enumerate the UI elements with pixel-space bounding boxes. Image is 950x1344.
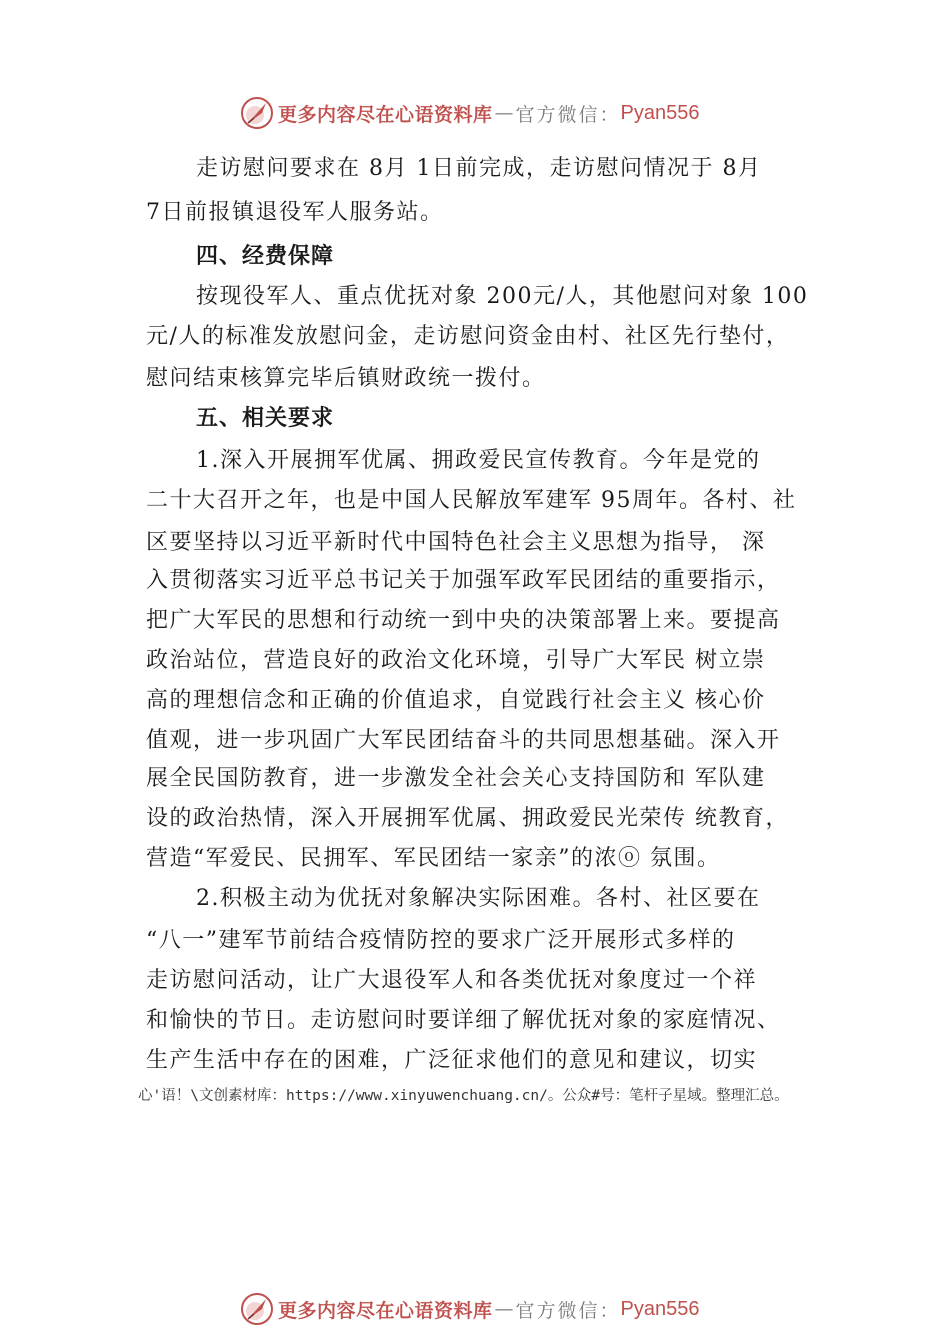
banner-dash: — — [494, 102, 514, 124]
body-line: 走访慰问要求在 8月 1日前完成，走访慰问情况于 8月 — [196, 156, 762, 181]
body-line: 7日前报镇退役军人服务站。 — [146, 200, 444, 225]
section-heading-requirements: 五、相关要求 — [196, 406, 335, 431]
body-line: 高的理想信念和正确的价值追求，自觉践行社会主义 核心价 — [146, 688, 766, 713]
header-banner — [240, 96, 700, 130]
quill-logo-icon — [240, 96, 274, 130]
section-heading-funding: 四、经费保障 — [196, 244, 335, 269]
banner-brand-text: 更多内容尽在心语资料库 — [278, 1299, 493, 1322]
banner-official-label: 官方微信： — [515, 103, 621, 126]
body-line: 入贯彻落实习近平总书记关于加强军政军民团结的重要指示， — [146, 568, 781, 593]
body-line: 2.积极主动为优抚对象解决实际困难。各村、社区要在 — [196, 886, 761, 911]
banner-official-label: 官方微信： — [515, 1299, 621, 1322]
banner-dash: — — [494, 1298, 514, 1320]
banner-wechat-id: Pyan556 — [620, 101, 700, 124]
body-line: 值观，进一步巩固广大军民团结奋斗的共同思想基础。深入开 — [146, 728, 781, 753]
source-footnote: 心'语！\文创素材库：https://www.xinyuwenchuang.cn/。公众#号：笔杆子星域。整理汇总。 — [138, 1088, 789, 1104]
body-line: 生产生活中存在的困难，广泛征求他们的意见和建议，切实 — [146, 1048, 758, 1073]
quill-logo-icon — [240, 1292, 274, 1326]
body-line: 走访慰问活动，让广大退役军人和各类优抚对象度过一个祥 — [146, 968, 758, 993]
body-line: 按现役军人、重点优抚对象 200元/人，其他慰问对象 100 — [196, 284, 809, 309]
body-line: 二十大召开之年，也是中国人民解放军建军 95周年。各村、社 — [146, 488, 797, 513]
body-line: 展全民国防教育，进一步激发全社会关心支持国防和 军队建 — [146, 766, 766, 791]
body-line: 元/人的标准发放慰问金，走访慰问资金由村、社区先行垫付， — [146, 324, 790, 349]
body-line: 把广大军民的思想和行动统一到中央的决策部署上来。要提高 — [146, 608, 781, 633]
body-line: 1.深入开展拥军优属、拥政爱民宣传教育。今年是党的 — [196, 448, 761, 473]
body-line: 慰问结束核算完毕后镇财政统一拨付。 — [146, 366, 546, 391]
footer-banner — [240, 1292, 700, 1326]
body-line: 营造“军爱民、民拥军、军民团结一家亲”的浓ⓞ 氛围。 — [146, 846, 721, 871]
banner-brand-text: 更多内容尽在心语资料库 — [278, 103, 493, 126]
body-line: 设的政治热情，深入开展拥军优属、拥政爱民光荣传 统教育， — [146, 806, 789, 831]
body-line: 政治站位，营造良好的政治文化环境，引导广大军民 树立崇 — [146, 648, 766, 673]
body-line: 区要坚持以习近平新时代中国特色社会主义思想为指导， 深 — [146, 530, 766, 555]
body-line: 和愉快的节日。走访慰问时要详细了解优抚对象的家庭情况、 — [146, 1008, 781, 1033]
body-line: “八一”建军节前结合疫情防控的要求广泛开展形式多样的 — [146, 928, 736, 953]
banner-wechat-id: Pyan556 — [620, 1297, 700, 1320]
